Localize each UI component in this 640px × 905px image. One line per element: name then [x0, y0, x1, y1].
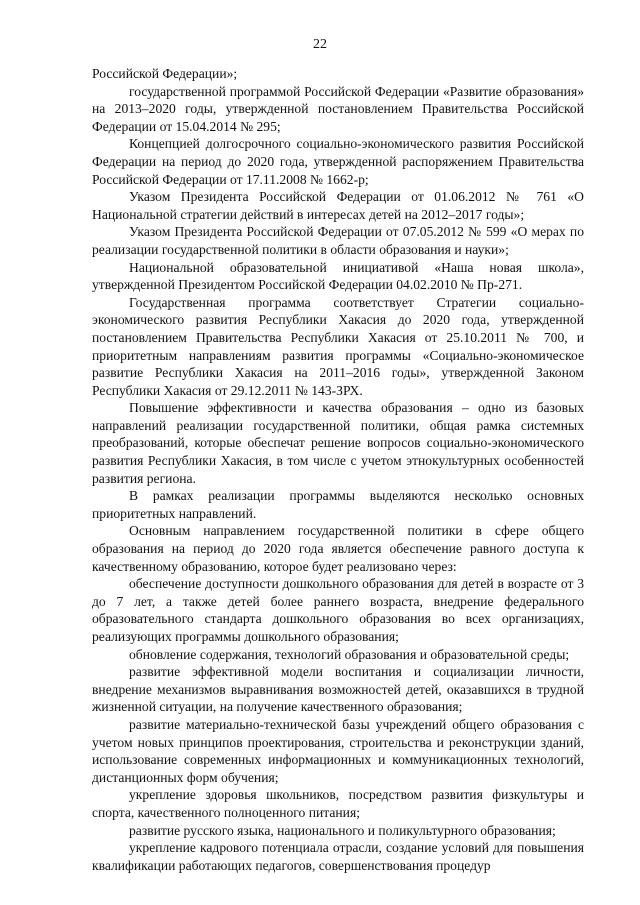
document-body — [92, 65, 584, 874]
paragraph: Основным направлением государственной политики в сфере общего образования на период до 2020 года является обеспечение равного доступа к качественному образованию, которое будет реализовано через: — [92, 523, 584, 574]
paragraph: обеспечение доступности дошкольного образования для детей в возрасте от 3 до 7 лет, а также детей более раннего возраста, внедрение федерального образовательного стандарта дошкольного образования во всех организациях, реализующих программы дошкольного образования; — [92, 576, 584, 644]
paragraph: В рамках реализации программы выделяются несколько основных приоритетных направлений. — [92, 488, 584, 521]
page-number: 22 — [313, 37, 327, 52]
paragraph: укрепление здоровья школьников, посредством развития физкультуры и спорта, качественного полноценного питания; — [92, 787, 584, 820]
paragraph: Российской Федерации»; — [92, 66, 238, 81]
paragraph: Указом Президента Российской Федерации от 01.06.2012 № 761 «О Национальной стратегии действий в интересах детей на 2012–2017 годы»; — [92, 189, 584, 222]
paragraph: Национальной образовательной инициативой «Наша новая школа», утвержденной Президентом Российской Федерации 04.02.2010 № Пр-271. — [92, 259, 584, 293]
paragraph: Указом Президента Российской Федерации от 07.05.2012 № 599 «О мерах по реализации государственной политики в области образования и науки»; — [92, 224, 584, 257]
paragraph: развитие эффективной модели воспитания и социализации личности, внедрение механизмов выравнивания возможностей детей, оказавшихся в трудной жизненной ситуации, на получение качественного образования; — [92, 664, 584, 715]
paragraph: обновление содержания, технологий образования и образовательной среды; — [129, 646, 570, 662]
paragraph: государственной программой Российской Федерации «Развитие образования» на 2013–2020 годы, утвержденной постановлением Правительства Российской Федерации от 15.04.2014 № 295; — [92, 83, 584, 134]
paragraph: развитие материально-технической базы учреждений общего образования с учетом новых принципов проектирования, строительства и реконструкции зданий, использование современных информационных и коммуникационных технологий, дистанционных форм обучения; — [92, 716, 584, 785]
paragraph: развитие русского языка, национального и поликультурного образования; — [129, 822, 556, 838]
paragraph: Повышение эффективности и качества образования – одно из базовых направлений реализации государственной политики, общая рамка системных преобразований, которые обеспечат решение вопросов социально-экономического развития Республики Хакасия, в том числе с учетом этнокультурных особенностей развития региона. — [92, 400, 584, 486]
paragraph: укрепление кадрового потенциала отрасли, создание условий для повышения квалификации работающих педагогов, совершенствования процедур — [92, 840, 584, 873]
paragraph: Концепцией долгосрочного социально-экономического развития Российской Федерации на период до 2020 года, утвержденной распоряжением Правительства Российской Федерации от 17.11.2008 № 1662-р; — [92, 136, 584, 187]
paragraph: Государственная программа соответствует Стратегии социально-экономического развития Республики Хакасия до 2020 года, утвержденной постановлением Правительства Республики Хакасия от 25.10.2011 № 700, и приоритетным направлениям развития программы «Социально-экономическое развитие Республики Хакасия на 2011–2016 годы», утвержденной Законом Республики Хакасия от 29.12.2011 № 143-ЗРХ. — [92, 294, 584, 398]
